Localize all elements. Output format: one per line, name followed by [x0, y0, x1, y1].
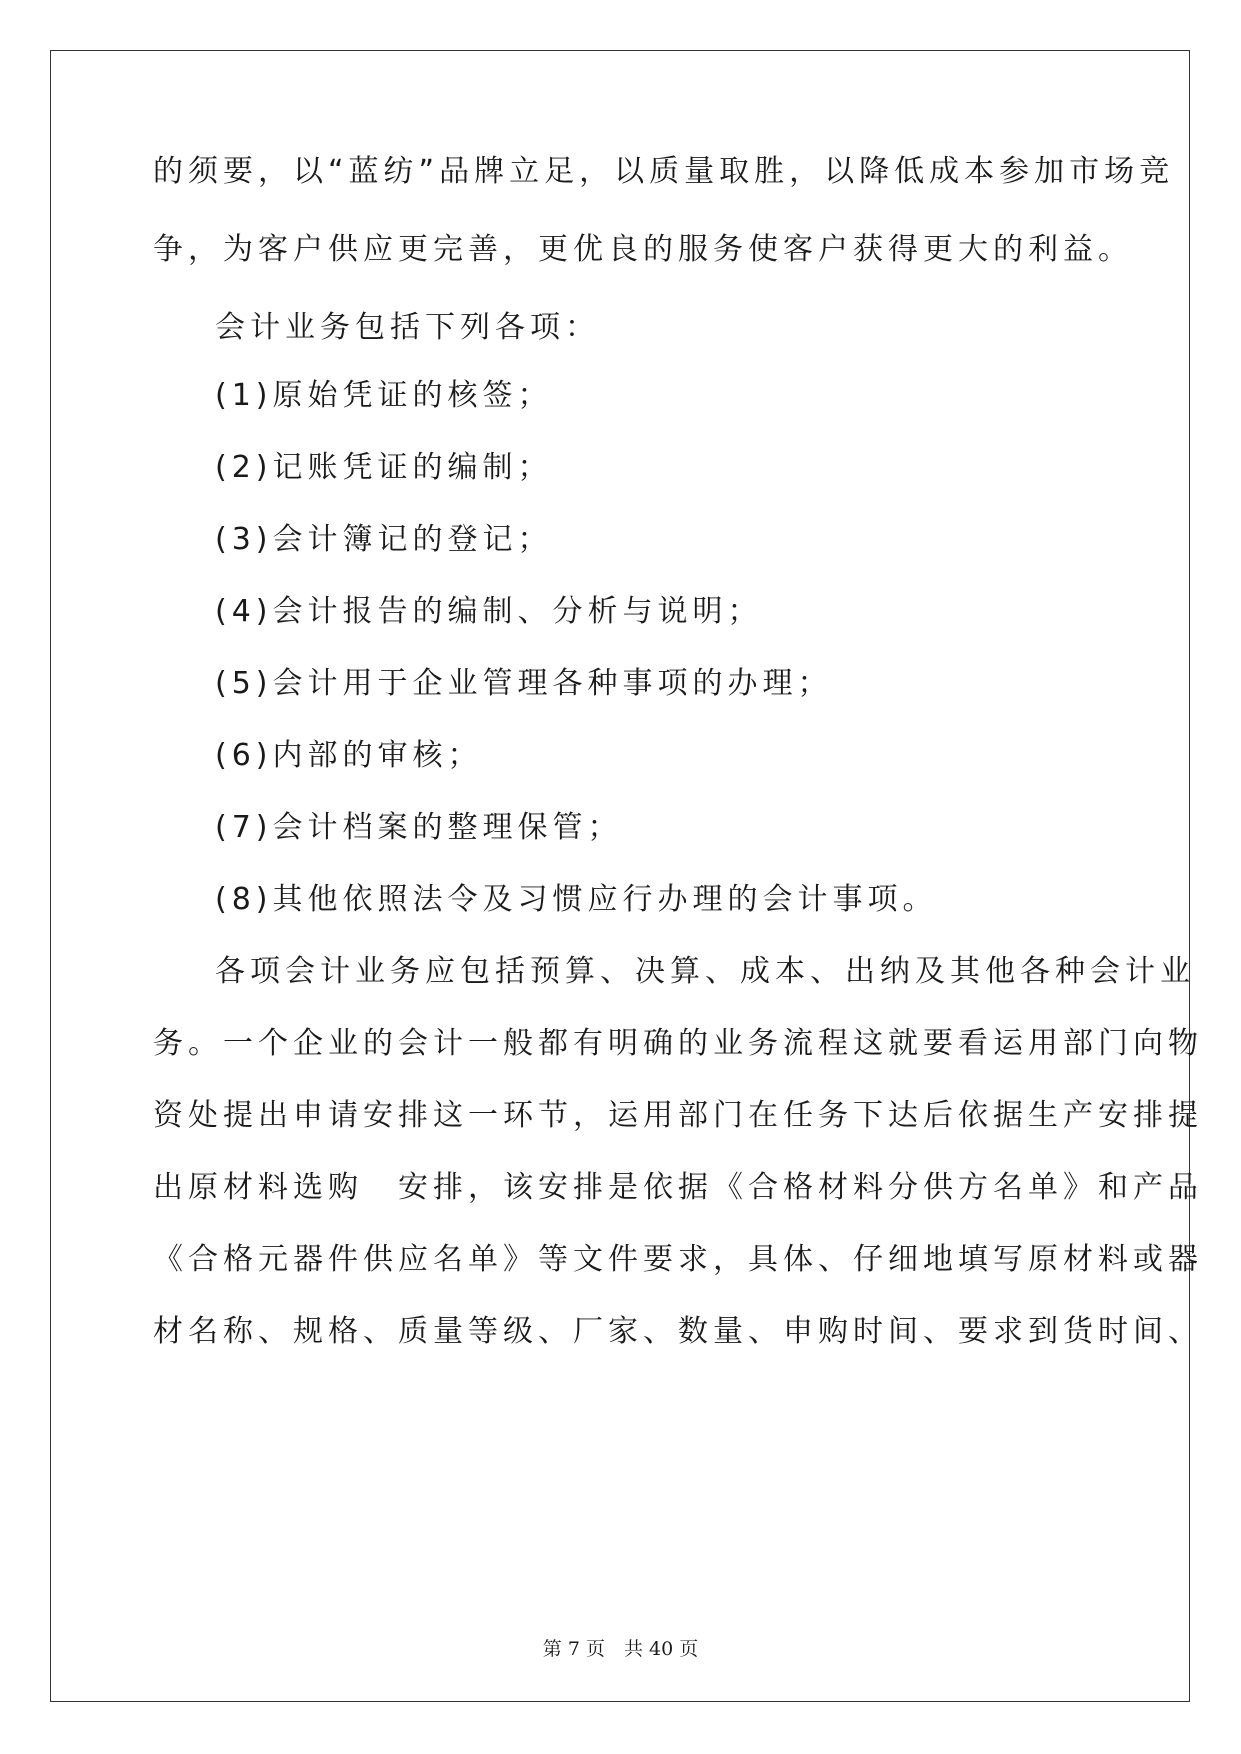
page-footer	[0, 1634, 1241, 1661]
paragraph-line: (7)会计档案的整理保管；	[215, 810, 623, 845]
paragraph-line: 出原材料选购 安排，该安排是依据《合格材料分供方名单》和产品	[153, 1170, 1203, 1205]
paragraph-line: (1)原始凭证的核签；	[215, 378, 553, 413]
paragraph-line: 务。一个企业的会计一般都有明确的业务流程这就要看运用部门向物	[153, 1026, 1203, 1061]
paragraph-line: 材名称、规格、质量等级、厂家、数量、申购时间、要求到货时间、	[153, 1314, 1203, 1349]
paragraph-line: 各项会计业务应包括预算、决算、成本、出纳及其他各种会计业	[215, 954, 1195, 989]
paragraph-line: 《合格元器件供应名单》等文件要求，具体、仔细地填写原材料或器	[153, 1242, 1203, 1277]
paragraph-line: 资处提出申请安排这一环节，运用部门在任务下达后依据生产安排提	[153, 1098, 1203, 1133]
paragraph-line: 会计业务包括下列各项：	[215, 310, 600, 345]
paragraph-line: (5)会计用于企业管理各种事项的办理；	[215, 666, 833, 701]
page-border	[50, 50, 1190, 1702]
paragraph-line: (8)其他依照法令及习惯应行办理的会计事项。	[215, 882, 938, 917]
paragraph-line: (3)会计簿记的登记；	[215, 522, 553, 557]
paragraph-line: (2)记账凭证的编制；	[215, 450, 553, 485]
paragraph-line: 的须要，以“蓝纺”品牌立足，以质量取胜，以降低成本参加市场竞	[153, 154, 1175, 189]
paragraph-line: 争，为客户供应更完善，更优良的服务使客户获得更大的利益。	[153, 232, 1133, 267]
paragraph-line: (4)会计报告的编制、分析与说明；	[215, 594, 763, 629]
page-number: 第 7 页 共 40 页	[542, 1638, 699, 1660]
paragraph-line: (6)内部的审核；	[215, 738, 483, 773]
